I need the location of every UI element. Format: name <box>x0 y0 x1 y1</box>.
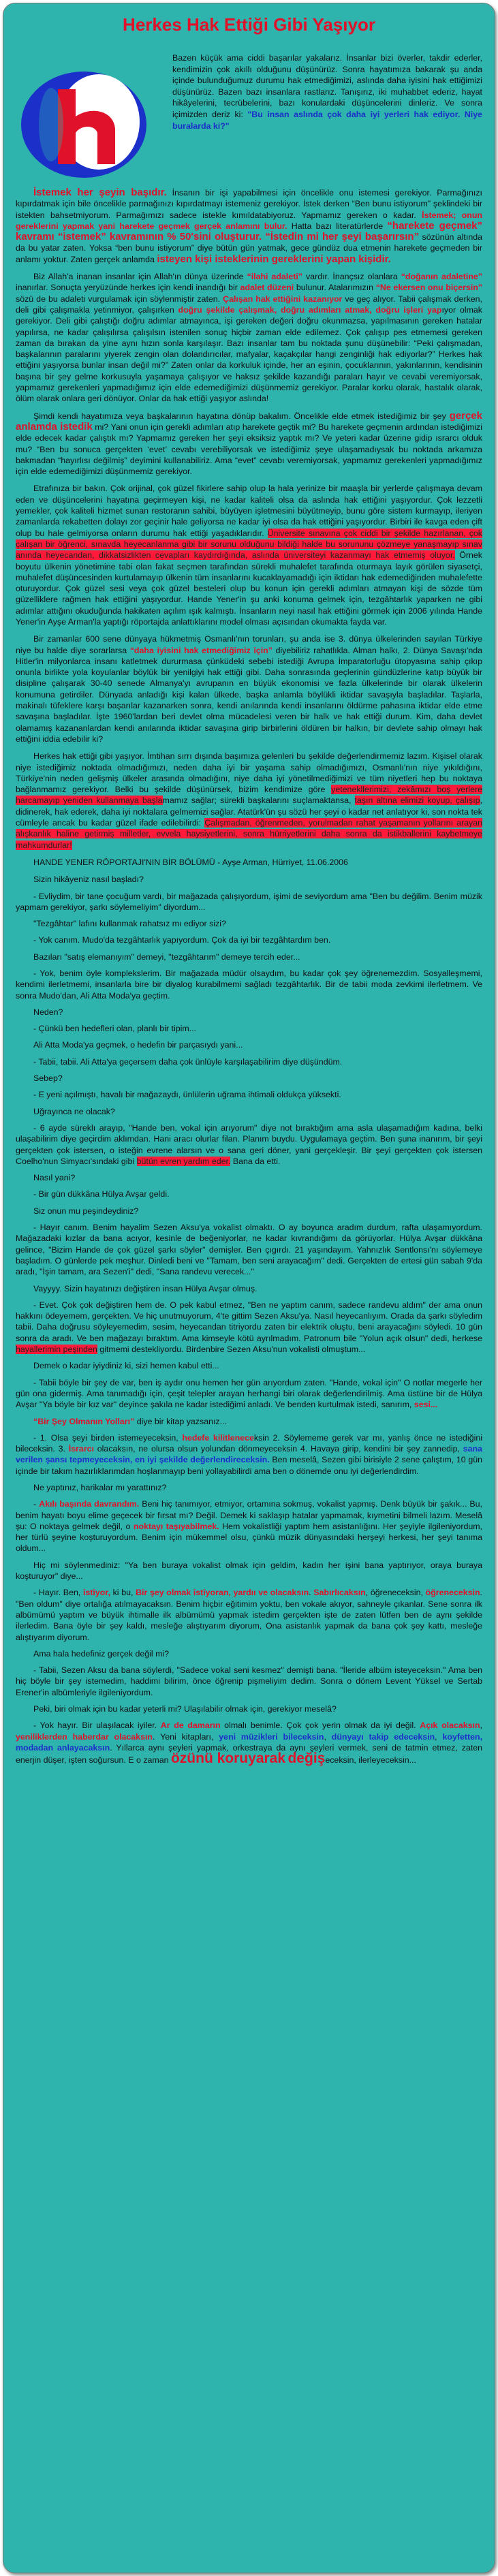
highlighted-text: adalet düzeni <box>240 283 294 293</box>
highlighted-text: “Ne ekersen onu biçersin” <box>375 283 482 293</box>
highlighted-text: dünyayı takip edeceksin <box>331 1731 435 1742</box>
highlighted-text: Bir şey olmak istiyoran, yardıı ve olacaksın <box>136 1588 309 1598</box>
highlighted-text: bileceksin <box>283 1731 324 1742</box>
body-text: Nasıl yani? <box>33 1173 76 1183</box>
body-text: Sebep? <box>33 1073 63 1084</box>
highlighted-text: doğru şekilde çalışmak, doğru adımları atmak, doğru işleri yap <box>178 304 442 315</box>
body-text: olacaksın, ne olursa olsun yolundan dönmeyeceksin 4. Havaya girip, kendini bir şey zannedip, <box>93 1444 463 1454</box>
highlighted-text: yetenekllerimizi, zekâmızı boş yerlere harcamayıp yeniden kullanmaya başla <box>16 785 482 806</box>
interview-line <box>16 1122 482 1167</box>
interview-line <box>16 1056 482 1067</box>
body-text: Ben meselâ, Sezen gibi birisiyle 2 sene çalıştım, 10 gün içinde bir takım hazırlıklarımdan hoşlanmayıp beni yollayabilirdi ama ben o dönemde onu iyi değerlendirdim. <box>16 1455 482 1476</box>
highlighted-text: hayallerimin peşinden <box>16 1345 97 1355</box>
body-text: sözü de bu adaleti vurgulamak için söylenmiştir zaten. <box>16 294 223 304</box>
highlighted-text: değiş <box>287 1750 326 1767</box>
highlighted-text: Ar de damarın <box>160 1721 221 1731</box>
interview-line <box>16 1498 482 1554</box>
body-text: Bir zamanlar 600 sene dünyaya hükmetmiş Osmanlı'nın torunları, şu anda ise 3. dünya ülkelerinden sayılan Türkiye niye bu halde diye sorarlarsa <box>16 634 482 655</box>
body-text: Hem vokalistliği yaptım hem asistanlığını. Her şeyiyle ilgileniyordum, her türlü şeyine koşturuyordum. Benim için mükemmel olsu, çünkü müzik dünyasındaki herşeyi herkesi, her şeyi tanıma oldum... <box>16 1521 482 1554</box>
highlighted-text: sesi... <box>414 1400 438 1410</box>
highlighted-text: özünü koruyarak <box>170 1750 286 1767</box>
body-text: Siz onun mu peşindeydiniz? <box>33 1206 139 1216</box>
article-title: Herkes Hak Ettiği Gibi Yaşıyor <box>123 14 375 35</box>
highlighted-text: yeni müzikleri <box>219 1731 278 1742</box>
body-text: Ama hala hedefiniz gerçek değil mi? <box>33 1648 170 1659</box>
interview-line <box>16 1482 482 1493</box>
body-text: , <box>435 1731 443 1742</box>
body-text: - Tabii böyle bir şey de var, ben iş aydır onu hemen her gün arıyordum zaten. "Hande, vokal için" O notlar megerle her gün ona gidermiş. Ama tanımadığı için, çeşit telepler arayan herhangi biri olarak değerlendirilmiş. Ama üstüne bir de Hülya Avşar "Ya böyle bir kız var" deyince şakıla ne kadar istediğimi anladı. Ve benden kurtulmak istedi, sanırım, <box>16 1377 482 1410</box>
body-text: Uğrayınca ne olacak? <box>33 1106 115 1116</box>
body-text: mamız sağlar; sürekli başkalarını suçlamaktansa, <box>162 796 355 806</box>
interview-line <box>16 1560 482 1582</box>
body-text: mi? Yani onun için gerekli adımları atıp harekete geçtik mi? Bu harekete geçmenin ardından istediğimizi elde edecek kadar çalıştık mı? Yapmamız gereken her şeyi eksiksiz yaptık mı? Ve yeteri kadar üzerine gidip ısrarcı olduk mu? “Ben bu sonuca gerçekten ‘evet’ cevabı verebiliyorsak ve istediğimiz şeye ulaşamadıysak bu noktada arkamıza bakmadan “hayırlısı değilmiş” deyimini kullanabiliriz. Ama “evet” cevabı veremiyorsak, yapmamız gerekenleri yapmadığımız için elde edemediğimizi düşünmemiz gerekiyor. <box>16 422 482 477</box>
interview-line <box>16 1222 482 1277</box>
body-text: - Yok, benim öyle komplekslerim. Bir mağazada müdür olsaydım, bu kadar çok şey öğrenemezdim. Sosyalleşmemi, kendimi ilerletmemi, insanlarla bire bir diyalog kurabilmemi sağladı tezgâhtarlık. Bir de tabii moda zevkimi ilerletmem. Ve sonra Mudo'dan, Ali Atta Moda'ya geçtim. <box>16 969 482 1001</box>
body-text: Etrafınıza bir bakın. Çok orijinal, çok güzel fikirlere sahip olup la hala yerinize bir maaşla bir yerlerde çalışmaya devam eden ve düşüncelerini hayatına geçirmeyen kişi, ne kadar kaliteli olsa da aslında hak ettiğini yaşıyordur. Çok lezzetli yemekler, çok kaliteli hizmet sunan restoranın sahibi, büyüyen işletmesini büyütmeyip, bunu göre sistem kurmayıp, ileriyen zamanlarda rekabetten dolayı zor geçinir hale geliyorsa ne kadar iyi olsa da hak ettiğini yaşıyordur. Birbiri ile kavga eden çift olup bu hale gelmiyorsa onların durumu hak ettiği yaşadıklarıdır. <box>16 484 482 538</box>
intro-quote: "Bu insan aslında çok daha iyi yerleri hak ediyor. Niye buralarda ki?" <box>172 109 482 131</box>
body-text: Ne yaptınız, harikalar mı yarattınız? <box>33 1482 167 1492</box>
body-text: - Tabii, tabii. Ali Atta'ya geçersem daha çok ünlüyle karşılaşabilirim diye düşündüm. <box>33 1056 343 1067</box>
interview-line <box>16 1283 482 1294</box>
interview-line <box>16 1172 482 1183</box>
interview-line <box>16 1189 482 1199</box>
highlighted-text: “daha iyisini hak etmediğimiz için” <box>129 645 273 655</box>
highlighted-text: İstemek; onun gereklerini yapmak yani harekete geçmek gerçek anlamını bulur. <box>16 210 482 231</box>
body-text: ve geç alıyor. Tabii çalışmak derken, deli gibi çalışmakla yetinmiyor, çalışırken <box>16 294 483 315</box>
interview-line <box>16 1703 482 1714</box>
body-text: ki bu, <box>112 1588 136 1598</box>
highlighted-text: İstemek her şeyin başıdır. <box>33 187 167 198</box>
interview-line <box>16 1023 482 1034</box>
body-text: , <box>480 1721 483 1731</box>
body-text: . Yeni kitapları, <box>152 1731 219 1742</box>
article-card <box>3 3 495 2573</box>
article-paragraph <box>16 271 482 405</box>
highlighted-text: “ilahi adaleti” <box>247 272 302 282</box>
highlighted-text: isteyen kişi isteklerinin gereklerini yapan kişidir. <box>157 253 391 265</box>
highlighted-text: koyfetten, modadan anlayacaksın <box>16 1731 483 1753</box>
body-text: diyebiliriz rahatlıkla. Alman halkı, 2. Dünya Savaşı'nda Hitler'in milyonlarca insanı katletmek dururmasa çünküdeki sebebi istediği Avrupa İmparatorluğu ütopyasına sahip çıkıp onunla birlikte yola koyulanlar böylük bir yenilgiyi hak ettiği gibi. Daha sonrasında geçlerinin gündüzlerine katıp büyük bir disipline çalışarak 30-40 senede Almanya'yı avrupanın en büyük ekonomisi ve fazla ülkelerinde bir olarak ülkelerin konumuna getirdiler. Dünyada anladığı kişi kalan ülkede, başka anlamla böylükli iktidar savaşıyla başladılar. Taşlarla, makinalı tüfeklere karşı başarılar kazanarken sonra, kendi anılarında kendi insanlarını öldürme pahasına iktidar elde etme savaşına başladılar. İşte 1960'lardan beri devlet olma mücadelesi veren bir halk ve hak ettiği durum. Kim, daha devlet olamamış kazananlardan kendi anılarında iktidar savaşına girip birbirlerini öldüren bir halkın, bir devlete sahip olmayı hak ettiğini iddia edebilir ki? <box>16 645 482 744</box>
highlighted-text: İsrarcı <box>68 1444 94 1454</box>
interview-line <box>16 1648 482 1659</box>
body-text: , didinerek, hak ederek, daha iyi noktalara gelmemizi sağlar. Atatürk'ün şu sözü her şeyi o kadar net anlatıyor ki, son nokta tek cümleyle ancak bu kadar güzel ifade edilebilirdi: <box>16 796 483 828</box>
body-text: ıyor olmak gerekiyor. Deli gibi çalıştığı doğru adımlar atmayınca, işi gereken değeri doğru okunmazsa, yapılmasının gereken hatalar yapılırsa, ne kadar çalışılırsa çalışılsın istenilen sonuç hiçbir zaman elde edilemez. Çok çalışıp pes etmemesi gereken zaman da bırakan da yine aynı hızın sonla karşılaşır. Bazı insanlar tam bu noktada şunu düşünebilir: “Peki çalışmadan, başkalarının paralarını yiyerek zengin olan dolandırıcılar, mafyalar, kaçakçılar hangi zenginliği hak ediyorlar?” Herkes hak ettiğini yaşıyorsa bunlar insan değil mi?” Zaten onlar da korkuluk içinde, her an eşinin, çocuklarının, yakınlarının, kendisinin başına bir şey gelme korkusuyla yaşamaya çalışıyor ve haksız şekilde kazandığı paraları hayır ve cevabi veremiyorsak, yapmamız gerekenleri yapmadığımız için elde edemediğimizi düşünmemiz gerekiyor. Paralar korku olarak, hastalık olarak, ölüm olarak onlara geri dönüyor. Onlar da hak ettiği yaşıyor aslında! <box>16 304 482 404</box>
body-text: eceksin, ilerleyeceksin... <box>325 1755 416 1765</box>
interview-line <box>16 1106 482 1117</box>
letter-h-logo-icon <box>16 62 162 185</box>
highlighted-text: “Bir Şey Olmanın Yolları” <box>33 1416 135 1426</box>
highlighted-text: Çalışan hak ettiğini kazanıyor <box>223 294 343 304</box>
interview-line <box>16 1416 482 1427</box>
article-body <box>16 187 482 1772</box>
body-text: sözünün altında da bu yatar zaten. Yoksa “ben bunu istiyorum” diye bütün gün yatmak, gece gündüz dua etmenin harekete geçmeden bir anlamı yoktur. Zaten gerçek anlamda <box>16 232 482 264</box>
interview-line <box>16 1089 482 1100</box>
body-text: - 1. Olsa şeyi birden istemeyeceksin, <box>33 1432 183 1443</box>
body-text: - Yok hayır. Bir ulaşılacak iyiler. <box>33 1721 161 1731</box>
highlighted-text: gerçek anlamda istedik <box>16 409 482 433</box>
interview-line <box>16 1720 482 1765</box>
interview-line <box>16 1007 482 1018</box>
body-text: . Yıllarca aynı şeyleri yapmak, orkestraya da aynı şeyleri vermek, seni de tatmin etmez, zaten enerjin düşer, işten soğursun. E o zaman <box>16 1742 482 1765</box>
body-text <box>278 1732 283 1742</box>
body-text: - Bir gün dükkâna Hülya Avşar geldi. <box>33 1189 170 1199</box>
article-paragraph <box>16 411 482 477</box>
highlighted-text: Sabırlıcaksın <box>313 1588 366 1598</box>
highlighted-text: Akılı başında davrandım. <box>39 1499 140 1509</box>
body-text: Beni hiç tanımıyor, etmiyor, ortamına sokmuş, vokalist yapmış. Denk büyük bir şakık... Bu, benim hayatı boyu elime geçecek bir fırsat mı? Değil. Demek ki saklaşıp hatalar yapmamak, kıymetini bilmeli lazım. Meselâ şu: O noktaya gelmek değil, o <box>16 1499 482 1531</box>
article-paragraphs <box>16 187 482 851</box>
body-text: vardır. İnançsız olanlara <box>302 272 401 282</box>
body-text: Ali Atta Moda'ya geçmek, o hedefin bir parçasıydı yani... <box>33 1040 243 1050</box>
body-text: Bana da etti. <box>230 1156 281 1166</box>
interview-line <box>16 1587 482 1642</box>
interview-line <box>16 1665 482 1698</box>
article-paragraph <box>16 633 482 744</box>
interview-line <box>16 918 482 929</box>
body-text: - Evet. Çok çok değiştiren hem de. O pek kabul etmez, "Ben ne yaptım canım, sadece randevu aldım" der ama onun hakkını ödeyemem, gerçekten. Ve hiç unutmuyorum, 4'te gittim Sezen Aksu'ya. Nasıl heyecanlıyım. Orada da şarkı söyledim tabii. Daha doğrusu söyleyemedim, sesim, heyecandan titriyordu zaten bir elektrik oluştu, beni arayacağını söyledi. 10 gün sonra da aradı. Ve ben mağazayı bıraktım. Ama kimseyle kötü ayrılmadım. Patronum bile "Yolun açık olsun" dedi, herkese <box>16 1300 482 1343</box>
body-text: - Yok canım. Mudo'da tezgâhtarlık yapıyordum. Çok da iyi bir tezgâhtardım ben. <box>33 935 331 945</box>
highlighted-text: Açık olacaksın <box>420 1721 480 1731</box>
article-paragraph <box>16 483 482 627</box>
highlighted-text: Çalışmadan, öğrenmeden, yorulmadan rahat yaşamanın yollarını arayan alışkanlık haline getirmiş milletler, evvela haysiyetlerini, sonra hürriyetlerini daha sonra da istikballerini kaybetmeye mahkumdurlar! <box>16 818 482 850</box>
body-text: - Hayır canım. Benim hayalim Sezen Aksu'ya vokalist olmaktı. O ay boyunca aradım durdum, rafta ulaşamıyordum. Mağazadaki kızlar da bana acıyor, kesinle de beğeniyorlar, ne kadar kıvrandığımı da görüyorlar. Hülya Avşar dükkâna gelince, "Bizim Hande de çok güzel şarkı söyler" demişler. Ben çıgırdı. 21 yaşındayım. Yahnızlık Sentlonsı'nı söylemeye başladım. O günlerde pek meşhur. Dinledi beni ve "Tamam, ben seni arayacağım" dedi. Gerçekten de ertesi gün sabah 9'da aradı, "İşin tamam, ara Sezen'i" dedi, "Sana randevu verecek..." <box>16 1223 482 1277</box>
interview-line <box>16 1039 482 1050</box>
highlighted-text: öğreneceksin <box>425 1588 480 1598</box>
body-text: "Tezgâhtar" lafını kullanmak rahatsız mı ediyor sizi? <box>33 919 226 929</box>
highlighted-text: yeniliklerden haberdar olacaksın <box>16 1731 153 1742</box>
highlighted-text: “doğanın adaletine” <box>401 272 482 282</box>
highlighted-text: noktayı taşıyabilmek. <box>133 1521 219 1531</box>
interview-line <box>16 1360 482 1371</box>
interview-line <box>16 968 482 1001</box>
body-text: diye bir kitap yazsanız... <box>134 1416 227 1426</box>
body-text: Sizin hikâyeniz nasıl başladı? <box>33 875 144 885</box>
body-text: inanırlar. Sonuçta yeryüzünde herkes için kendi inandığı bir <box>16 283 240 293</box>
body-text: Herkes hak ettiği gibi yaşıyor. İmtihan sırrı dışında başımıza gelenleri bu şekilde değerlendirmemiz lazım. Kişisel olarak niye istediğimiz noktada olmadığımızı, neden daha iyi bir yaşama sahip olmadığımızı, Osmanlı'nın niye yıkıldığını, Türkiye'nin neden gelişmiş ülkeler arasında olmadığını, niye daha iyi yönetilmediğimizi ve tüm niyetleri hep bu noktaya bağlanmamız gerekiyor. Belki bu şekilde düşünürsek, bizim kendimize göre <box>16 751 482 795</box>
body-text: - Hayır. Ben, <box>33 1588 83 1598</box>
highlighted-text: “harekete geçmek” kavramı “istemek” kavramının % 50'sini oluşturur. “İstedin mi her şeyi başarırsın” <box>16 219 482 243</box>
interview-line <box>16 1206 482 1216</box>
article-paragraph <box>16 751 482 851</box>
interview-line <box>16 1377 482 1411</box>
highlighted-text: hedefe kilitlenece <box>182 1432 254 1443</box>
interview-line <box>16 1073 482 1084</box>
interview-line <box>16 1300 482 1355</box>
body-text: - Evliydim, bir tane çocuğum vardı, bir mağazada çalışıyordum, işimi de seviyordum ama "Ben bu değilim. Benim müzik yapmam gerekiyor, şarkı söylemeliyim" diyordum... <box>16 891 482 912</box>
body-text: , <box>324 1731 332 1742</box>
body-text: Vayyyy. Sizin hayatınızı değiştiren insan Hülya Avşar olmuş. <box>33 1283 258 1293</box>
interview-line <box>16 891 482 913</box>
body-text: - E yeni açılmıştı, havalı bir mağazaydı, ünlülerin uğrama ihtimali oldukça yüksekti. <box>33 1090 341 1100</box>
body-text: - <box>33 1499 40 1509</box>
body-text: Peki, biri olmak için bu kadar yeterli mi? Ulaşılabilir olmak için, gerekiyor meselâ? <box>33 1704 337 1714</box>
body-text: olmalı benimle. Çok çok yerin olmak da iyi değil. <box>220 1721 420 1731</box>
body-text: İnsanın bir işi yapabilmesi için öncelikle onu istemesi gerekiyor. Parmağınızı kıpırdatmak için bile öncelikle parmağınızı kıpırdatmayı istemeniz gerekiyor. İstek derken “Ben bunu istiyorum” şeklindeki bir istekten bahsetmiyorum. Parmağımızı sadece istekle kımıldatabiyoruz. Yapmamız gereken o kadar. <box>16 188 483 220</box>
interview-line <box>16 952 482 962</box>
body-text: - 6 ayde süreklı arayıp, "Hande ben, vokal için arıyorum" diye not bıraktığım ama asla ulaşamadığım kadına, belki ulaşabilirim diye geçirdim aklımdan. Hani aracı olurlar filan. Planım buydu. Uygulamaya geçtim. Ben şuna inanırım, bir şeyi gerçekten çok istersen, o isteğin evrene alarsın ve o sana geri döner, yani gerçekleşir. Bir şeyi gerçekten çok istersen Coelho'nun Simyacı'sındaki gibi <box>16 1122 482 1166</box>
body-text: , öğreneceksin, <box>365 1588 426 1598</box>
body-text: Demek o kadar iyiydiniz ki, sizi hemen kabul etti... <box>33 1361 219 1371</box>
body-text: Örnek boyutu ülkenin yönetimine tabi olan fakat seçmen tarafından sürekli muhalefet tarafında oturmaya layık görülen siyasetçi, muhalefet düşüncesinden kurtulamayıp ülkenin tüm insanlarını kucaklayamadığı için iktidarı hak edemediğinden muhalefette oturuyordur. Çok güzel sesi veya çok güzel besteleri olup bu konun için gerekli adımları atmayan kişi de sözde tüm güzelliklere rağmen hak ettiğini yaşıyordur. Hande Yener'in şu anki konuma gelmek için, tezgâhtarlık yaparken ne gibi adımlar attığını okuduğunda hakikaten açılım ışık kalmıştı. İnsanların neyi nasıl hak ettiğini görmek için 2006 yılında Hande Yener'in Ayşe Arman'la yaptığı röportajda anlattıklarını model olması açısından okumakta fayda var. <box>16 550 483 627</box>
intro-body: Bazen küçük ama ciddi başarılar yakalarız. İnsanlar bizi överler, takdir ederler, kendimizin çok akıllı olduğunu düşünürüz. Sonra hayatımıza bakarak şu anda içinde bulunduğumuz durumu hak etmediğimizi, aslında daha iyisini hak ettiğimizi düşünürüz. Bazen bazı insanlara rastlarız. Tanışırız, iki muhabbet ederiz, hayat hikâyelerini, tecrübelerini, bazı konulardaki düşüncelerini dinleriz. Ve sonra içimizden deriz ki: <box>172 53 482 119</box>
body-text: Hatta bazı literatürlerde <box>287 221 388 231</box>
body-text: - Çünkü ben hedefleri olan, planlı bir tipim... <box>33 1024 196 1034</box>
interview-line <box>16 934 482 945</box>
highlighted-text: Üniversite sınavına çok ciddi bir şekilde hazırlanan, çok çalışan bir öğrenci, sınavda heyecanlanma gibi bir sorunu olduğunu bildiği halde bu sorununu çözmeye yanaşmayıp sınav anında heyecandan, dikkatsizlikten cevapları kaydırdığında, aslında üniversiteyi kazanmayı hak etmemiş oluyor. <box>16 528 482 561</box>
body-text: - Tabii, Sezen Aksu da bana söylerdi, "Sadece vokal seni kesmez" demişti bana. "İleride albüm isteyeceksin." Ama ben hiç böyle bir şey istemedim, haddimi bilirim, önce öğrenip pişmeliyim dedim. Sonra o dönem Levent Yüksel ve Sertab Erener'in albümleriyle ilgileniyordum. <box>16 1665 482 1697</box>
body-text: Şimdi kendi hayatımıza veya başkalarının hayatına dönüp bakalım. Öncelikle elde etmek istediğimiz bir şey <box>33 411 450 421</box>
interview-line <box>16 1432 482 1477</box>
highlighted-text: sana verilen şansı tepmeyeceksin, en iyi şekilde değerlendireceksin. <box>16 1444 482 1465</box>
body-text: bulunur. Atalarımızın <box>294 283 376 293</box>
interview-heading: HANDE YENER RÖPORTAJI'NIN BİR BÖLÜMÜ - Ayşe Arman, Hürriyet, 11.06.2006 <box>33 857 348 867</box>
body-text: gitmemi destekliyordu. Birdenbire Sezen Aksu'nun vokalisti olmuştum... <box>97 1345 366 1355</box>
article-paragraph <box>16 187 482 265</box>
body-text: Bazıları "satış elemanıyım" demeyi, "tezgâhtarım" demeye tercih eder... <box>33 952 300 962</box>
interview-line <box>16 874 482 885</box>
body-text: . <box>309 1588 314 1598</box>
highlighted-text: taşın altına elimizi koyup, çalışıp <box>354 796 480 806</box>
highlighted-text: bütün evren yardım eder. <box>136 1156 231 1166</box>
body-text: Neden? <box>33 1007 63 1017</box>
interview-qa <box>16 874 482 1765</box>
body-text: Biz Allah'a inanan insanlar için Allah'ın dünya üzerinde <box>33 272 247 282</box>
body-text: ksin 2. Söylememe gerek var mı, yanlış önce ne istediğini bileceksin. 3. <box>16 1432 482 1454</box>
body-text: . "Ben oldum" diye ortalığa atılmayacaksın. Benim hiçbir eğitimim yoktu, ben vokale akıyor, sahneyle çıkanlar. Sene sonra ilk albümümü yaptım ve büyük ihtimalle ilk albümümü yapmak istedim gerçekten işte de zaten lütfen ben de aynı şekilde ilerledim. Bana öyle bir şey kaldı, mesleğe alıştıyarım diyorum, Ona asistanlık yapmak da bana çok şey kattı, mesleğe alıştıyarım diyorum. <box>16 1588 482 1642</box>
highlighted-text: istiyor, <box>82 1588 113 1598</box>
body-text: Hiç mi söylenmediniz: "Ya ben buraya vokalist olmak için geldim, kadın her işini bana yaptırıyor, oraya buraya koşturuyor" diye... <box>16 1560 482 1582</box>
intro-text <box>172 52 482 131</box>
